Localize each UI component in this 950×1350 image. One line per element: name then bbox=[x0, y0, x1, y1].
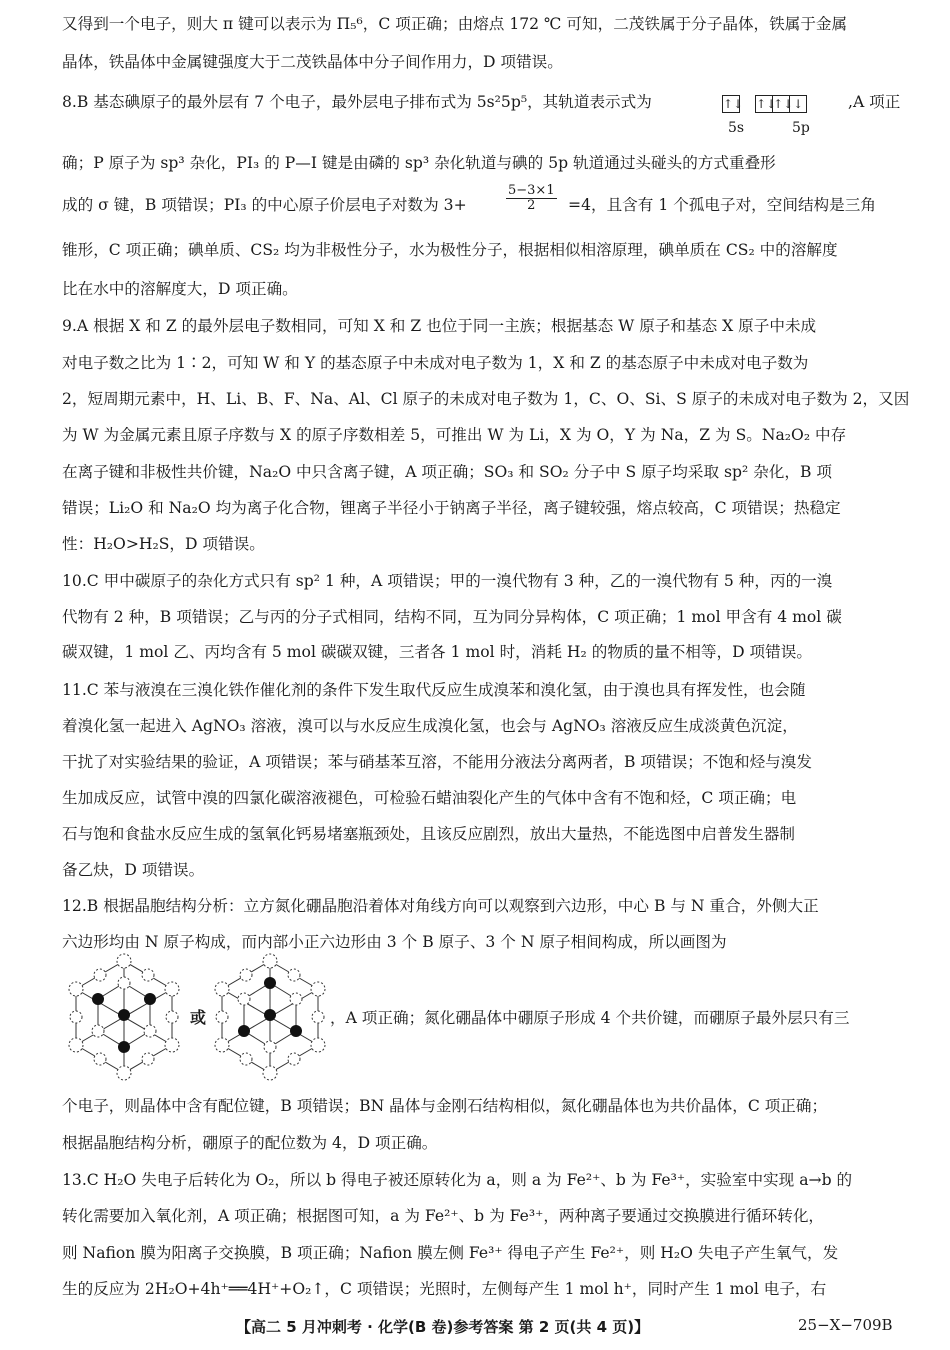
text-line: 10.C 甲中碳原子的杂化方式只有 sp² 1 种，A 项错误；甲的一溴代物有 3 种，乙的一溴代物有 5 种，丙的一溴 bbox=[62, 572, 833, 590]
bn-hexagon-diagram-2 bbox=[212, 953, 328, 1081]
text-line: 六边形均由 N 原子构成，而内部小正六边形由 3 个 B 原子、3 个 N 原子相间构成，所以画图为 bbox=[62, 933, 727, 951]
text-line: 锥形，C 项正确；碘单质、CS₂ 均为非极性分子，水为极性分子，根据相似相溶原理，碘单质在 CS₂ 中的溶解度 bbox=[62, 241, 838, 259]
text-line: 性：H₂O>H₂S，D 项错误。 bbox=[62, 535, 265, 553]
text-line: 着溴化氢一起进入 AgNO₃ 溶液，溴可以与水反应生成溴化氢，也会与 AgNO₃ 溶液反应生成淡黄色沉淀， bbox=[62, 717, 798, 735]
text-line: 确；P 原子为 sp³ 杂化，PI₃ 的 P—I 键是由磷的 sp³ 杂化轨道与碘的 5p 轨道通过头碰头的方式重叠形 bbox=[62, 154, 776, 172]
text-line: =4，且含有 1 个孤电子对，空间结构是三角 bbox=[568, 196, 876, 214]
orbital-diagram bbox=[722, 90, 807, 113]
text-line: 13.C H₂O 失电子后转化为 O₂，所以 b 得电子被还原转化为 a，则 a 为 Fe²⁺、b 为 Fe³⁺，实验室中实现 a→b 的 bbox=[62, 1171, 853, 1189]
text-line: 对电子数之比为 1∶2，可知 W 和 Y 的基态原子中未成对电子数为 1，X 和 Z 的基态原子中未成对电子数为 bbox=[62, 354, 809, 372]
text-line: 错误；Li₂O 和 Na₂O 均为离子化合物，锂离子半径小于钠离子半径，离子键较强，熔点较高，C 项错误；热稳定 bbox=[62, 499, 841, 517]
text-line: 备乙炔，D 项错误。 bbox=[62, 861, 205, 879]
text-line: 晶体，铁晶体中金属键强度大于二茂铁晶体中分子间作用力，D 项错误。 bbox=[62, 53, 563, 71]
text-line: 生加成反应，试管中溴的四氯化碳溶液褪色，可检验石蜡油裂化产生的气体中含有不饱和烃，C 项正确；电 bbox=[62, 789, 797, 807]
text-line: 干扰了对实验结果的验证，A 项错误；苯与硝基苯互溶，不能用分液法分离两者，B 项错误；不饱和烃与溴发 bbox=[62, 753, 812, 771]
document-code: 25−X−709B bbox=[798, 1316, 893, 1334]
text-line: 12.B 根据晶胞结构分析：立方氮化硼晶胞沿着体对角线方向可以观察到六边形，中心 B 与 N 重合，外侧大正 bbox=[62, 897, 819, 915]
bn-hexagon-diagram-1 bbox=[66, 953, 182, 1081]
text-line: 为 W 为金属元素且原子序数与 X 的原子序数相差 5，可推出 W 为 Li，X 为 O，Y 为 Na，Z 为 S。Na₂O₂ 中存 bbox=[62, 426, 847, 444]
text-line: 又得到一个电子，则大 π 键可以表示为 Π₅⁶，C 项正确；由熔点 172 ℃ 可知，二茂铁属于分子晶体，铁属于金属 bbox=[62, 15, 848, 33]
fraction: $\frac{5-3\times 1}{2}$ bbox=[508, 183, 555, 213]
text-line: ,A 项正 bbox=[848, 93, 901, 111]
orbital-5s-box: ↑↓ bbox=[723, 97, 744, 111]
text-line: 则 Nafion 膜为阳离子交换膜，B 项正确；Nafion 膜左侧 Fe³⁺ 得电子产生 Fe²⁺，则 H₂O 失电子产生氧气，发 bbox=[62, 1244, 839, 1262]
text-line: 生的反应为 2H₂O+4h⁺══4H⁺+O₂↑，C 项错误；光照时，左侧每产生 1 mol h⁺，同时产生 1 mol 电子，右 bbox=[62, 1280, 827, 1298]
text-line: ，A 项正确；氮化硼晶体中硼原子形成 4 个共价键，而硼原子最外层只有三 bbox=[330, 1009, 850, 1027]
text-line: 个电子，则晶体中含有配位键，B 项错误；BN 晶体与金刚石结构相似，氮化硼晶体也为共价晶体，C 项正确； bbox=[62, 1097, 828, 1115]
text-line: 11.C 苯与液溴在三溴化铁作催化剂的条件下发生取代反应生成溴苯和溴化氢，由于溴也具有挥发性，也会随 bbox=[62, 681, 806, 699]
page-footer: 【高二 5 月冲刺考 · 化学(B 卷)参考答案 第 2 页(共 4 页)】 bbox=[236, 1318, 650, 1336]
text-line: 石与饱和食盐水反应生成的氢氧化钙易堵塞瓶颈处，且该反应剧烈，放出大量热，不能选图中启普发生器制 bbox=[62, 825, 795, 843]
text-line: 2，短周期元素中，H、Li、B、F、Na、Al、Cl 原子的未成对电子数为 1，C、O、Si、S 原子的未成对电子数为 2，又因 bbox=[62, 390, 910, 408]
text-line: 在离子键和非极性共价键，Na₂O 中只含离子键，A 项正确；SO₃ 和 SO₂ 分子中 S 原子均采取 sp² 杂化，B 项 bbox=[62, 463, 832, 481]
text-line: 9.A 根据 X 和 Z 的最外层电子数相同，可知 X 和 Z 也位于同一主族；根据基态 W 原子和基态 X 原子中未成 bbox=[62, 317, 817, 335]
text-line: 成的 σ 键，B 项错误；PI₃ 的中心原子价层电子对数为 3+ bbox=[62, 196, 467, 214]
orbital-5p-box: ↑↓↑↓↓ bbox=[755, 95, 807, 113]
text-line: 根据晶胞结构分析，硼原子的配位数为 4，D 项正确。 bbox=[62, 1134, 438, 1152]
text-line: 代物有 2 种，B 项错误；乙与丙的分子式相同，结构不同，互为同分异构体，C 项正确；1 mol 甲含有 4 mol 碳 bbox=[62, 608, 842, 626]
text-line: 转化需要加入氧化剂，A 项正确；根据图可知，a 为 Fe²⁺、b 为 Fe³⁺，两种离子要通过交换膜进行循环转化， bbox=[62, 1207, 825, 1225]
diagram-or: 或 bbox=[190, 1008, 207, 1027]
text-line: 比在水中的溶解度大，D 项正确。 bbox=[62, 280, 298, 298]
orbital-5p-label: 5p bbox=[792, 120, 810, 136]
orbital-5s-label: 5s bbox=[728, 120, 745, 136]
text-line: 8.B 基态碘原子的最外层有 7 个电子，最外层电子排布式为 5s²5p⁵，其轨道表示式为 bbox=[62, 93, 652, 111]
text-line: 碳双键，1 mol 乙、丙均含有 5 mol 碳碳双键，三者各 1 mol 时，消耗 H₂ 的物质的量不相等，D 项错误。 bbox=[62, 643, 812, 661]
